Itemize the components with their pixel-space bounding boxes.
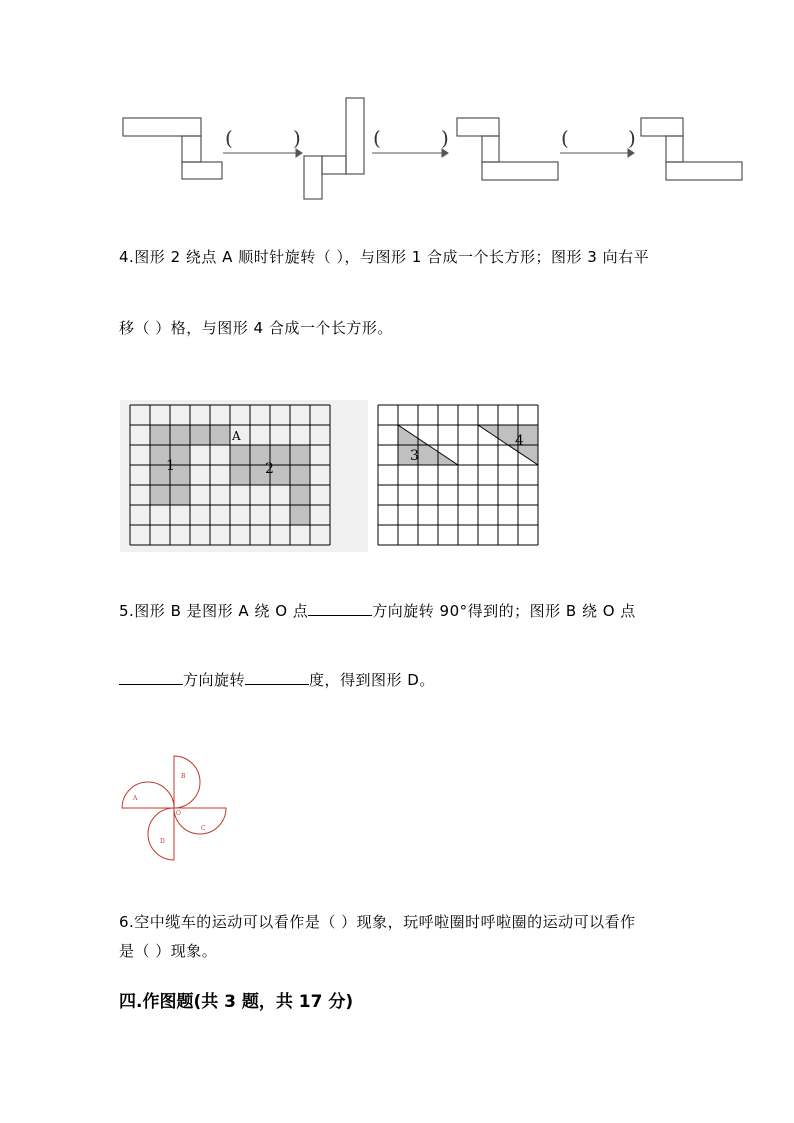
paren-left-2: ( xyxy=(373,126,381,150)
paren-left-1: ( xyxy=(225,126,233,150)
q5-line-2-part-a: 方向旋转 xyxy=(183,671,246,689)
shape-3-top-bar xyxy=(457,118,499,136)
q6-line-1: 6.空中缆车的运动可以看作是（ ）现象，玩呼啦圈时呼啦圈的运动可以看作 xyxy=(119,913,636,931)
label-b: B xyxy=(181,773,186,780)
shape-3-bottom-bar xyxy=(482,162,558,180)
half-disk-c xyxy=(174,808,226,834)
label-d: D xyxy=(160,838,165,845)
label-c: C xyxy=(201,825,206,832)
q5-line-2 xyxy=(119,669,435,690)
shape-3-stem xyxy=(482,136,499,162)
shape-2-tall-bar xyxy=(346,98,364,174)
label-a: A xyxy=(133,795,138,802)
half-disk-d xyxy=(148,808,174,860)
q5-line-1 xyxy=(119,600,636,621)
half-disk-b xyxy=(174,756,200,808)
half-disk-a xyxy=(122,782,174,808)
section-4-title: 四.作图题(共 3 题，共 17 分) xyxy=(119,992,354,1012)
q5-line-1-part-b: 方向旋转 90°得到的；图形 B 绕 O 点 xyxy=(372,602,636,620)
arrow-3-head xyxy=(628,149,634,157)
label-o: O xyxy=(176,810,181,817)
paren-right-3: ) xyxy=(628,126,636,150)
rotation-sequence-figure xyxy=(110,90,760,210)
paren-left-3: ( xyxy=(561,126,569,150)
shape-1-top-bar xyxy=(123,118,201,136)
q6-line-2: 是（ ）现象。 xyxy=(119,942,218,960)
arrow-2-head xyxy=(442,149,448,157)
q5-blank-1[interactable] xyxy=(308,601,372,616)
q5-line-2-part-b: 度，得到图形 D。 xyxy=(309,671,435,689)
q4-grid-figure xyxy=(120,400,550,555)
figure-2-label: 2 xyxy=(265,461,274,477)
point-a-label: A xyxy=(232,429,241,443)
shape-4-bottom-bar xyxy=(666,162,742,180)
shape-4-stem xyxy=(666,136,683,162)
figure-3-label: 3 xyxy=(410,448,419,464)
shape-2-short-bar xyxy=(304,156,322,199)
paren-right-2: ) xyxy=(441,126,449,150)
shape-1-bottom-bar xyxy=(182,162,222,179)
shape-1-stem xyxy=(182,136,201,162)
arrow-1-head xyxy=(296,149,302,157)
shape-2-connector xyxy=(322,156,346,174)
shape-4-top-bar xyxy=(641,118,683,136)
paren-right-1: ) xyxy=(293,126,301,150)
q5-line-1-part-a: 5.图形 B 是图形 A 绕 O 点 xyxy=(119,602,309,620)
q5-blank-3[interactable] xyxy=(245,670,309,685)
q5-blank-2[interactable] xyxy=(119,670,183,685)
q4-line-2: 移（ ）格，与图形 4 合成一个长方形。 xyxy=(119,319,393,337)
figure-4-label: 4 xyxy=(515,433,524,449)
q5-pinwheel-figure xyxy=(118,748,243,868)
figure-1-label: 1 xyxy=(166,458,175,474)
q4-line-1: 4.图形 2 绕点 A 顺时针旋转（ ），与图形 1 合成一个长方形；图形 3 向右平 xyxy=(119,248,650,266)
